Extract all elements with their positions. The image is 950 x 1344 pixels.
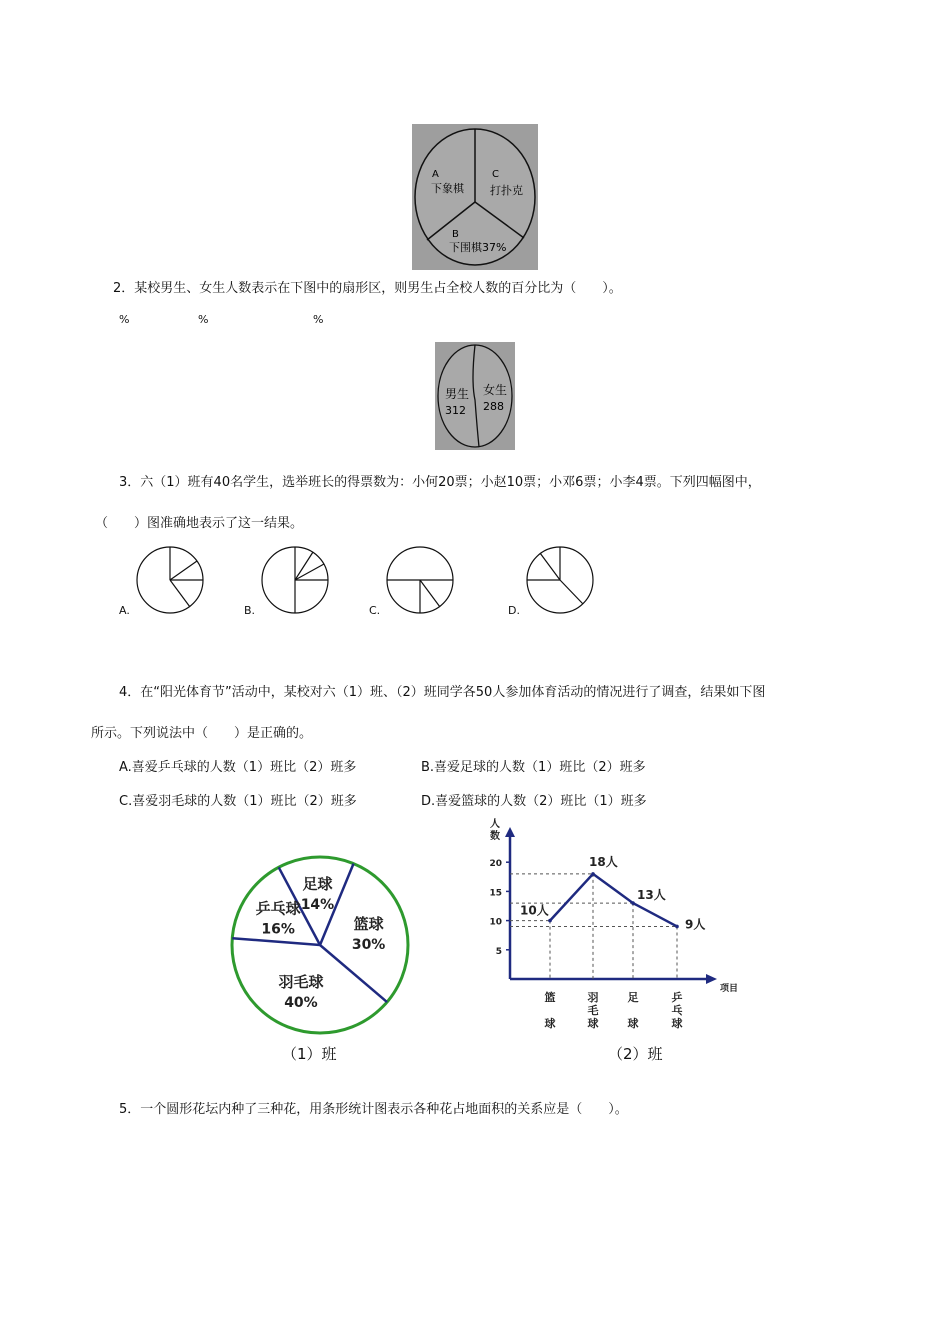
q2-choice-2: % <box>198 313 209 326</box>
y-axis-title-char-0: 人 <box>490 819 500 830</box>
pie-slice-name-2: 羽毛球 <box>278 973 324 992</box>
x-axis-title: 项目 <box>720 984 739 994</box>
question-3-line1: 3．六（1）班有40名学生，选举班长的得票数为：小何20票；小赵10票；小邓6票；小李4票。下列四幅图中， <box>119 475 761 490</box>
question-4-line2: 所示。下列说法中（ ）是正确的。 <box>91 726 313 741</box>
sector-a-name: 下象棋 <box>431 182 464 195</box>
option-a-label[interactable]: A. <box>119 604 130 617</box>
option-b-label[interactable]: B. <box>244 604 256 617</box>
option-d-label[interactable]: D. <box>508 604 520 617</box>
pie-slice-name-3: 乒乓球 <box>255 899 301 918</box>
q2-choice-3: % <box>313 313 324 326</box>
category-label-1-1: 毛 <box>587 1004 599 1017</box>
category-label-3-1: 乓 <box>671 1004 683 1017</box>
data-point-3 <box>675 925 679 929</box>
category-label-3-0: 乒 <box>671 991 683 1004</box>
y-axis-title-char-1: 数 <box>490 831 500 842</box>
class2-line-chart <box>470 815 760 1045</box>
option-c-circle <box>387 547 453 613</box>
pie-slice-name-0: 足球 <box>302 875 333 894</box>
q4-option-b[interactable]: B.喜爱足球的人数（1）班比（2）班多 <box>421 760 646 775</box>
data-label-2: 13人 <box>637 888 666 903</box>
boys-label: 男生 <box>445 387 470 401</box>
girls-label: 女生 <box>483 383 508 397</box>
pie-slice-label-1: 30% <box>351 937 386 954</box>
pie-games-svg <box>412 124 538 270</box>
pie-figure-games <box>412 124 538 270</box>
option-a-circle <box>137 547 203 613</box>
q2-choice-1: % <box>119 313 130 326</box>
girls-value: 288 <box>483 400 504 413</box>
data-point-0 <box>548 919 552 923</box>
sector-b-name: 下围棋37% <box>449 241 507 254</box>
question-5-text: 5．一个圆形花坛内种了三种花，用条形统计图表示各种花占地面积的关系应是（ ）。 <box>119 1102 628 1117</box>
pie-boys-girls-svg <box>435 342 515 450</box>
class2-line-title: （2）班 <box>608 1045 663 1063</box>
question-4-line1: 4．在“阳光体育节”活动中，某校对六（1）班、（2）班同学各50人参加体育活动的情况进行了调查，结果如下图 <box>119 685 766 700</box>
y-tick-label-0: 5 <box>495 946 502 957</box>
sector-c-letter: C <box>492 169 499 180</box>
class1-pie-chart <box>220 845 420 1045</box>
pie-slice-label-2: 40% <box>284 995 318 1012</box>
pie-slice-name-1: 篮球 <box>353 915 384 934</box>
data-label-3: 9人 <box>685 917 706 932</box>
data-point-1 <box>591 872 595 876</box>
option-d-circle <box>527 547 593 613</box>
category-label-0-1: 球 <box>544 1017 556 1030</box>
y-tick-label-2: 15 <box>489 888 502 899</box>
x-axis-arrow <box>706 974 717 984</box>
category-label-3-2: 球 <box>671 1017 683 1030</box>
sector-a-letter: A <box>432 169 439 180</box>
option-c-label[interactable]: C. <box>369 604 381 617</box>
option-b-circle <box>262 547 328 613</box>
y-tick-label-3: 20 <box>489 859 502 870</box>
class1-pie-title: （1）班 <box>282 1045 337 1063</box>
q4-option-c[interactable]: C.喜爱羽毛球的人数（1）班比（2）班多 <box>119 794 357 809</box>
pie-slice-label-3: 16% <box>261 921 295 938</box>
data-label-0: 10人 <box>520 903 549 918</box>
boys-value: 312 <box>445 404 466 417</box>
pie-figure-boys-girls <box>435 342 515 450</box>
question-3-line2: （ ）图准确地表示了这一结果。 <box>95 516 304 531</box>
y-axis-arrow <box>505 827 515 837</box>
pie-slice-label-0: 14% <box>300 897 335 914</box>
category-label-1-2: 球 <box>587 1017 599 1030</box>
data-label-1: 18人 <box>589 854 618 869</box>
q4-option-a[interactable]: A.喜爱乒乓球的人数（1）班比（2）班多 <box>119 760 357 775</box>
data-point-2 <box>631 901 635 905</box>
category-label-2-0: 足 <box>627 991 639 1004</box>
category-label-0-0: 篮 <box>544 991 556 1004</box>
category-label-1-0: 羽 <box>587 991 599 1004</box>
category-label-2-1: 球 <box>627 1017 639 1030</box>
sector-b-letter: B <box>452 229 459 240</box>
y-tick-label-1: 10 <box>489 917 502 928</box>
question-2-text: 2．某校男生、女生人数表示在下图中的扇形区，则男生占全校人数的百分比为（ ）。 <box>113 281 622 296</box>
sector-c-name: 打扑克 <box>490 184 523 197</box>
q4-option-d[interactable]: D.喜爱篮球的人数（2）班比（1）班多 <box>421 794 647 809</box>
